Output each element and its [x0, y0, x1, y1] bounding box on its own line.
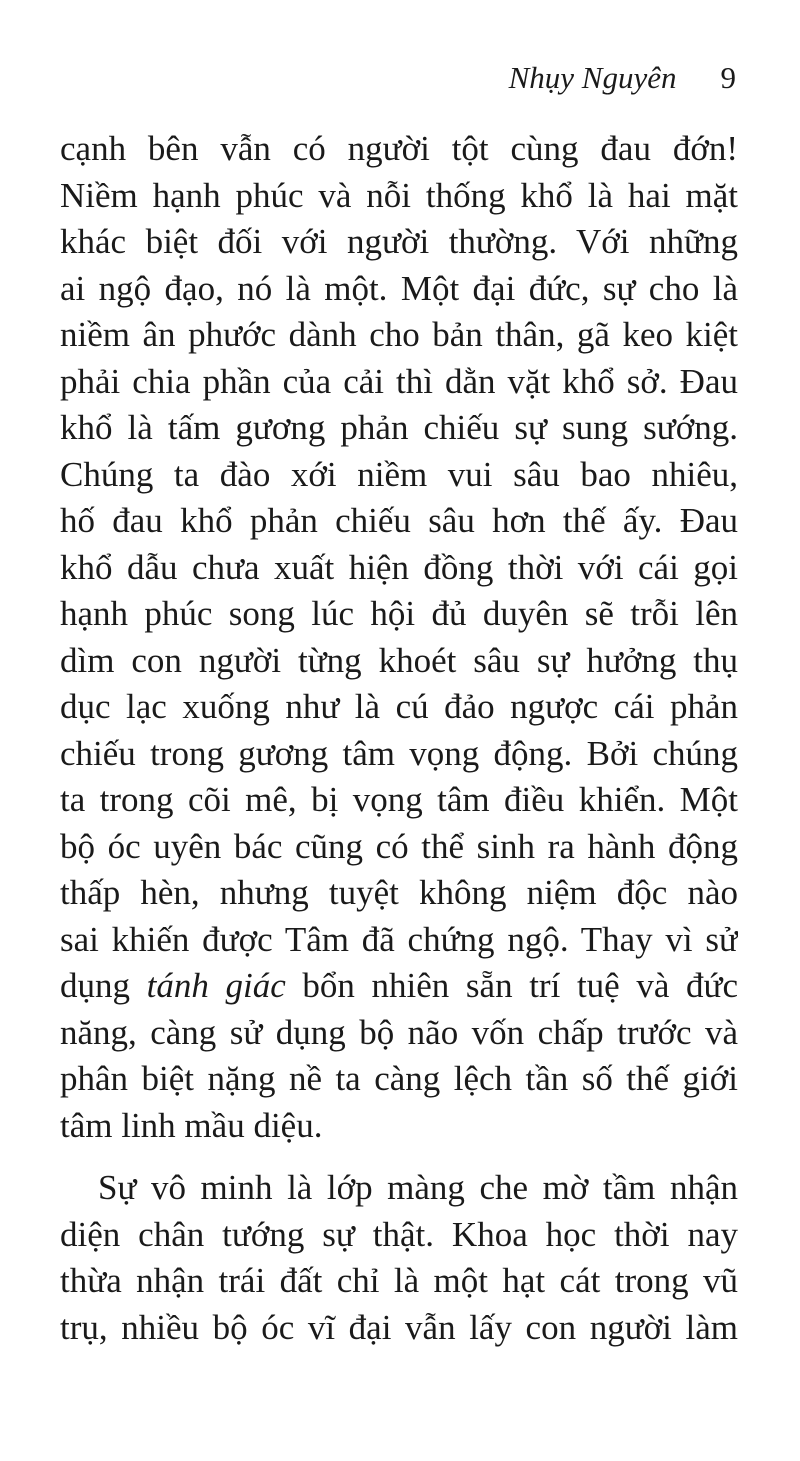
text-line: phân biệt nặng nề ta càng lệch tần số thế giới — [60, 1059, 738, 1098]
text-line: thấp hèn, nhưng tuyệt không niệm độc nào — [60, 873, 738, 912]
body-text — [60, 126, 738, 1351]
text-line: tâm linh mầu diệu. — [60, 1105, 323, 1145]
text-line: thừa nhận trái đất chỉ là một hạt cát trong vũ — [60, 1261, 738, 1300]
text-line: bộ óc uyên bác cũng có thể sinh ra hành động — [60, 826, 738, 866]
paragraph-gap — [60, 1149, 738, 1165]
text-line: Chúng ta đào xới niềm vui sâu bao nhiêu, — [60, 454, 738, 494]
text-line: niềm ân phước dành cho bản thân, gã keo kiệt — [60, 315, 738, 354]
text-line: ai ngộ đạo, nó là một. Một đại đức, sự cho là — [60, 268, 738, 308]
paragraph-1 — [60, 126, 738, 1149]
text-line: Niềm hạnh phúc và nỗi thống khổ là hai mặt — [60, 175, 738, 215]
text-line: hạnh phúc song lúc hội đủ duyên sẽ trỗi lên — [60, 594, 738, 633]
text-line: Sự vô minh là lớp màng che mờ tầm nhận — [98, 1168, 738, 1207]
text-line: trụ, nhiều bộ óc vĩ đại vẫn lấy con người làm — [60, 1307, 738, 1347]
text-line: diện chân tướng sự thật. Khoa học thời nay — [60, 1214, 738, 1254]
text-line: dục lạc xuống như là cú đảo ngược cái phản — [60, 687, 738, 726]
text-line: cạnh bên vẫn có người tột cùng đau đớn! — [60, 129, 738, 168]
text-line-with-italic — [60, 963, 738, 1010]
text-line: khác biệt đối với người thường. Với những — [60, 222, 738, 261]
paragraph-2 — [60, 1165, 738, 1351]
text-line: phải chia phần của cải thì dằn vặt khổ sở. Đau — [60, 361, 738, 401]
page-number: 9 — [720, 60, 736, 95]
text-line: ta trong cõi mê, bị vọng tâm điều khiển. Một — [60, 780, 738, 819]
header-author: Nhụy Nguyên — [508, 60, 677, 95]
text-run: bổn nhiên sẵn trí tuệ và đức — [285, 966, 738, 1005]
text-line: năng, càng sử dụng bộ não vốn chấp trước và — [60, 1012, 738, 1052]
text-line: khổ là tấm gương phản chiếu sự sung sướng. — [60, 408, 738, 447]
running-header — [509, 58, 736, 98]
text-line: hố đau khổ phản chiếu sâu hơn thế ấy. Đau — [60, 501, 738, 540]
text-line: chiếu trong gương tâm vọng động. Bởi chúng — [60, 733, 738, 773]
text-line: dìm con người từng khoét sâu sự hưởng thụ — [60, 640, 738, 680]
italic-term: tánh giác — [146, 966, 286, 1005]
text-line: sai khiến được Tâm đã chứng ngộ. Thay vì sử — [60, 919, 738, 959]
text-line: khổ dẫu chưa xuất hiện đồng thời với cái gọi — [60, 547, 738, 587]
text-run: dụng — [60, 966, 147, 1005]
